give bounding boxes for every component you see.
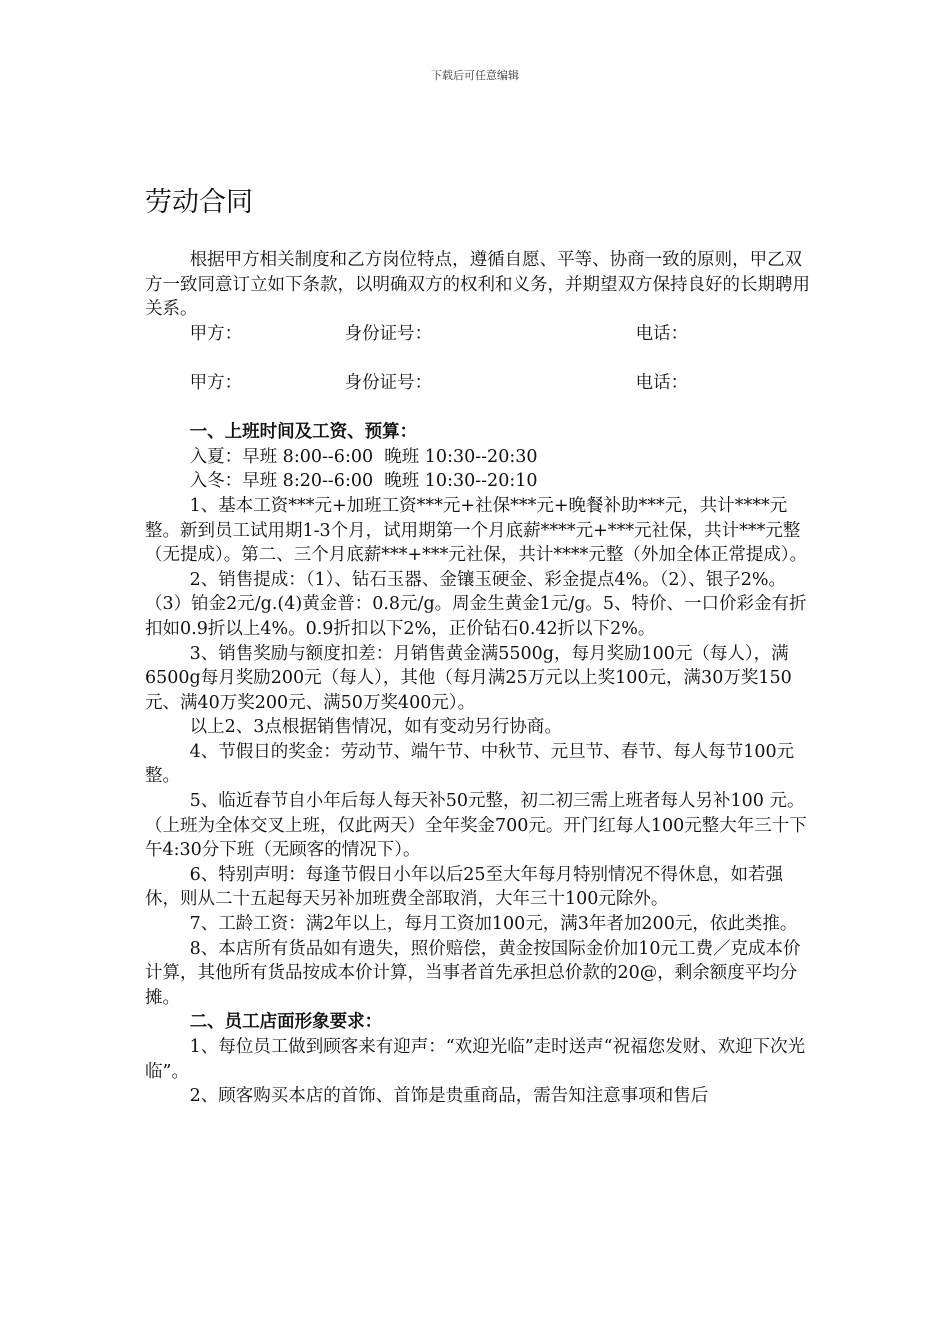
clause-paragraph: 6、特别声明：每逢节假日小年以后25至大年每月特别情况不得休息，如若强休，则从二十五起每天另补加班费全部取消，大年三十100元除外。 <box>145 864 784 910</box>
clause-paragraph: 7、工龄工资：满2年以上，每月工资加100元，满3年者加200元，依此类推。 <box>189 914 798 935</box>
section-heading: 一、上班时间及工资、预算： <box>189 422 418 443</box>
document-body <box>145 248 813 1109</box>
clause-paragraph: 2、销售提成：（1）、钻石玉器、金镶玉硬金、彩金提点4%。（2）、银子2%。（3）铂金2元/g.(4)黄金普：0.8元/g。周金生黄金1元/g。5、特价、一口价彩金有折扣如0.9折以上4%。0.9折扣以下2%，正价钻石0.42折以下2%。 <box>145 569 807 639</box>
clause-paragraph: 以上2、3点根据销售情况，如有变动另行协商。 <box>189 717 562 738</box>
section-heading: 二、员工店面形象要求： <box>189 1012 383 1033</box>
document-title: 劳动合同 <box>145 187 253 218</box>
winter-schedule: 入冬：早班 8:20--6:00 晚班 10:30--20:10 <box>189 471 538 492</box>
intro-paragraph: 根据甲方相关制度和乙方岗位特点，遵循自愿、平等、协商一致的原则，甲乙双方一致同意订立如下条款，以明确双方的权利和义务，并期望双方保持良好的长期聘用关系。 <box>145 250 810 320</box>
party-id-label: 身份证号： <box>344 372 433 393</box>
clause-paragraph: 4、节假日的奖金：劳动节、端午节、中秋节、元旦节、春节、每人每节100元整。 <box>145 741 795 787</box>
clause-paragraph: 2、顾客购买本店的首饰、首饰是贵重商品，需告知注意事项和售后 <box>189 1086 709 1107</box>
clause-paragraph: 5、临近春节自小年后每人每天补50元整，初二初三需上班者每人另补100 元。（上班为全体交叉上班，仅此两天）全年奖金700元。开门红每人100元整大年三十下午4:30分下班（无顾客的情况下）。 <box>145 791 807 861</box>
clause-paragraph: 1、每位员工做到顾客来有迎声：“欢迎光临”走时送声“祝福您发财、欢迎下次光临”。 <box>145 1037 806 1082</box>
clause-paragraph: 8、本店所有货品如有遗失，照价赔偿，黄金按国际金价加10元工费／克成本价计算，其他所有货品按成本价计算，当事者首先承担总价款的20@，剩余额度平均分摊。 <box>145 938 801 1008</box>
party-phone-label: 电话： <box>635 372 689 393</box>
party-phone-label: 电话： <box>635 323 689 344</box>
clause-paragraph: 1、基本工资***元+加班工资***元+社保***元+晚餐补助***元，共计****元整。新到员工试用期1-3个月，试用期第一个月底薪****元+***元社保，共计***元整（无提成）。第二、三个月底薪***+***元社保，共计****元整（外加全体正常提成）。 <box>145 495 808 566</box>
party-name-label: 甲方： <box>189 372 243 393</box>
clause-paragraph: 3、销售奖励与额度扣差：月销售黄金满5500g，每月奖励100元（每人），满6500g每月奖励200元（每人），其他（每月满25万元以上奖100元，满30万奖150元、满40万奖200元、满50万奖400元）。 <box>145 643 792 713</box>
page-header: 下载后可任意编辑 <box>431 69 519 82</box>
party-row-1 <box>145 322 813 347</box>
summer-schedule: 入夏：早班 8:00--6:00 晚班 10:30--20:30 <box>189 446 538 467</box>
party-row-2 <box>145 371 813 396</box>
party-name-label: 甲方： <box>189 323 243 344</box>
party-id-label: 身份证号： <box>344 323 433 344</box>
